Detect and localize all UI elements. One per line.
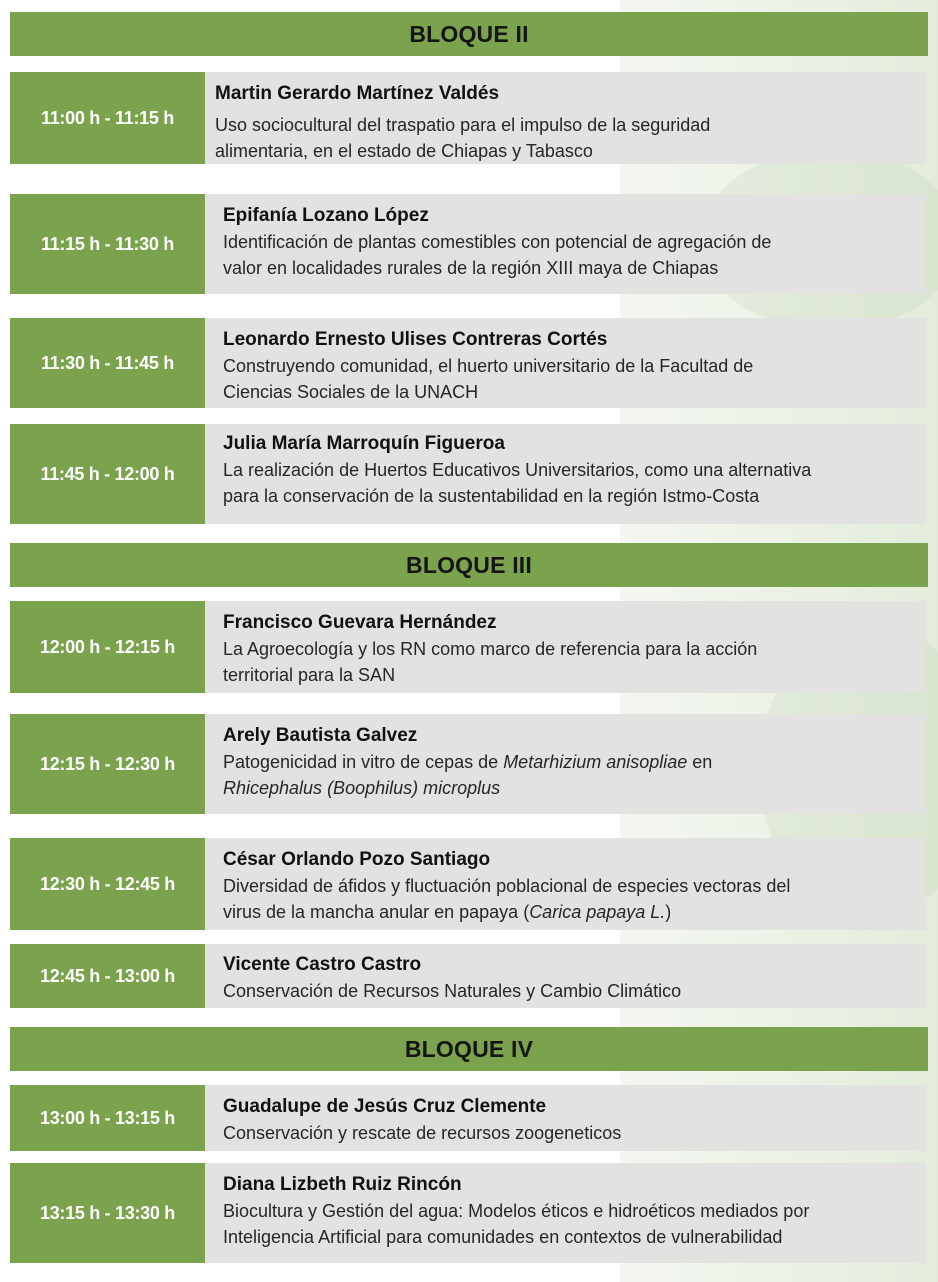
block-header-3: BLOQUE III: [10, 543, 928, 587]
talk-content: [205, 714, 926, 814]
talk-title: [223, 873, 914, 925]
talk-content: [205, 72, 926, 164]
talk-title-segment: Ciencias Sociales de la UNACH: [223, 382, 479, 402]
talk-content: [205, 424, 926, 524]
speaker-name: Diana Lizbeth Ruiz Rincón: [223, 1174, 462, 1195]
time-slot: 12:30 h - 12:45 h: [10, 838, 205, 930]
talk-title-segment: Biocultura y Gestión del agua: Modelos éticos e hidroéticos mediados por: [223, 1201, 810, 1221]
talk-content: [205, 1085, 926, 1151]
schedule-row: [10, 944, 926, 1008]
talk-title-italic-segment: Rhicephalus (Boophilus) microplus: [223, 778, 501, 798]
time-slot: 11:15 h - 11:30 h: [10, 194, 205, 294]
talk-title: [223, 978, 914, 1004]
talk-content: [205, 944, 926, 1008]
time-slot: 12:15 h - 12:30 h: [10, 714, 205, 814]
talk-content: [205, 601, 926, 693]
talk-title-segment: virus de la mancha anular en papaya (: [223, 902, 530, 922]
talk-title: [223, 749, 914, 801]
speaker-name: Epifanía Lozano López: [223, 205, 429, 226]
schedule-row: [10, 1085, 926, 1151]
talk-title-segment: ): [665, 902, 672, 922]
time-slot: 11:30 h - 11:45 h: [10, 318, 205, 408]
talk-title-segment: Diversidad de áfidos y fluctuación poblacional de especies vectoras del: [223, 876, 791, 896]
speaker-name: Arely Bautista Galvez: [223, 725, 418, 746]
time-slot: 11:45 h - 12:00 h: [10, 424, 205, 524]
talk-title: [223, 1120, 914, 1146]
schedule-row: [10, 72, 926, 164]
talk-content: [205, 318, 926, 408]
talk-title-segment: territorial para la SAN: [223, 665, 396, 685]
talk-title-segment: Conservación de Recursos Naturales y Cambio Climático: [223, 981, 682, 1001]
schedule-row: [10, 424, 926, 524]
time-slot: 13:00 h - 13:15 h: [10, 1085, 205, 1151]
talk-title-segment: valor en localidades rurales de la región XIII maya de Chiapas: [223, 258, 719, 278]
talk-title: [223, 636, 914, 688]
schedule-row: [10, 194, 926, 294]
speaker-name: Vicente Castro Castro: [223, 954, 422, 975]
speaker-name: César Orlando Pozo Santiago: [223, 849, 491, 870]
talk-title-segment: para la conservación de la sustentabilidad en la región Istmo-Costa: [223, 486, 760, 506]
talk-title-segment: Identificación de plantas comestibles con potencial de agregación de: [223, 232, 772, 252]
talk-title-segment: Construyendo comunidad, el huerto universitario de la Facultad de: [223, 356, 754, 376]
time-slot: 13:15 h - 13:30 h: [10, 1163, 205, 1263]
speaker-name: Guadalupe de Jesús Cruz Clemente: [223, 1096, 547, 1117]
block-header-2: BLOQUE II: [10, 12, 928, 56]
speaker-name: Martin Gerardo Martínez Valdés: [215, 83, 500, 104]
schedule-row: [10, 714, 926, 814]
talk-title: [223, 1198, 914, 1250]
talk-title: [223, 353, 914, 405]
schedule-row: [10, 1163, 926, 1263]
talk-title-segment: Conservación y rescate de recursos zoogeneticos: [223, 1123, 622, 1143]
talk-title-segment: Uso sociocultural del traspatio para el impulso de la seguridad: [215, 115, 711, 135]
talk-title-italic-segment: Carica papaya L.: [529, 902, 666, 922]
time-slot: 12:45 h - 13:00 h: [10, 944, 205, 1008]
time-slot: 12:00 h - 12:15 h: [10, 601, 205, 693]
schedule-row: [10, 838, 926, 930]
talk-title: [223, 229, 914, 281]
talk-content: [205, 1163, 926, 1263]
speaker-name: Leonardo Ernesto Ulises Contreras Cortés: [223, 329, 608, 350]
talk-title-segment: Inteligencia Artificial para comunidades en contextos de vulnerabilidad: [223, 1227, 783, 1247]
talk-title-segment: en: [687, 752, 713, 772]
talk-title-segment: La realización de Huertos Educativos Universitarios, como una alternativa: [223, 460, 812, 480]
talk-content: [205, 194, 926, 294]
talk-title-segment: Patogenicidad in vitro de cepas de: [223, 752, 504, 772]
talk-title: [223, 457, 914, 509]
schedule-row: [10, 318, 926, 408]
talk-title-italic-segment: Metarhizium anisopliae: [503, 752, 688, 772]
talk-title-segment: La Agroecología y los RN como marco de referencia para la acción: [223, 639, 758, 659]
talk-title: [215, 112, 914, 164]
block-header-4: BLOQUE IV: [10, 1027, 928, 1071]
talk-content: [205, 838, 926, 930]
speaker-name: Julia María Marroquín Figueroa: [223, 433, 505, 454]
schedule-row: [10, 601, 926, 693]
talk-title-segment: alimentaria, en el estado de Chiapas y Tabasco: [215, 141, 593, 161]
time-slot: 11:00 h - 11:15 h: [10, 72, 205, 164]
speaker-name: Francisco Guevara Hernández: [223, 612, 497, 633]
